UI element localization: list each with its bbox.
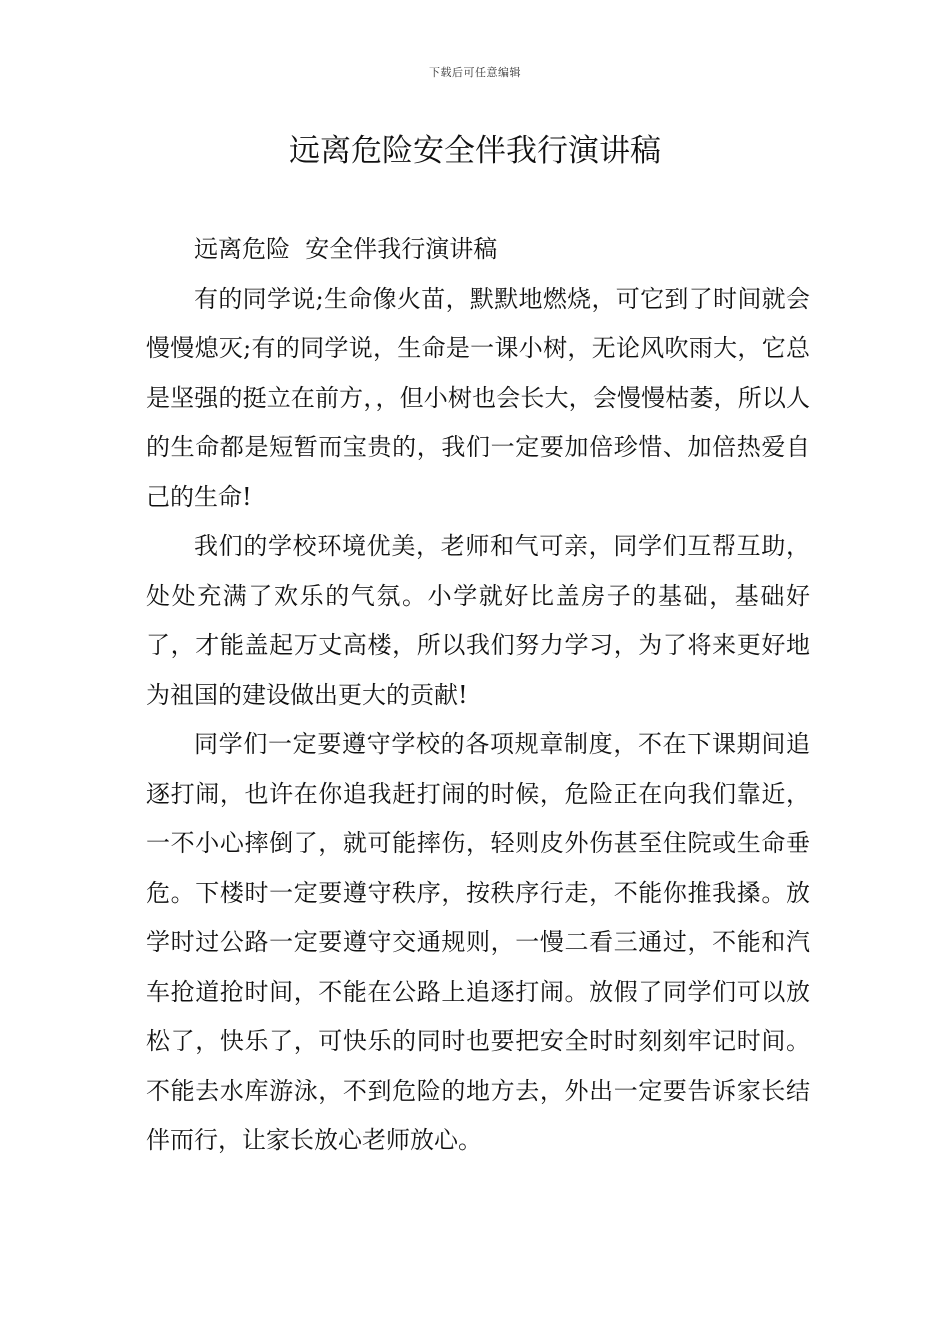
paragraph-2: 我们的学校环境优美，老师和气可亲，同学们互帮互助，处处充满了欢乐的气氛。小学就好比盖房子的基础，基础好了，才能盖起万丈高楼，所以我们努力学习，为了将来更好地为祖国的建设做出更大的贡献! [146,532,810,709]
paragraph-1: 有的同学说;生命像火苗，默默地燃烧，可它到了时间就会慢慢熄灭;有的同学说，生命是一课小树，无论风吹雨大，它总是坚强的挺立在前方，，但小树也会长大，会慢慢枯萎，所以人的生命都是短暂而宝贵的，我们一定要加倍珍惜、加倍热爱自己的生命! [146,284,810,511]
header-note: 下载后可任意编辑 [429,66,521,79]
document-title: 远离危险安全伴我行演讲稿 [289,133,661,169]
paragraph-3: 同学们一定要遵守学校的各项规章制度，不在下课期间追逐打闹，也许在你追我赶打闹的时候，危险正在向我们靠近，一不小心摔倒了，就可能摔伤，轻则皮外伤甚至住院或生命垂危。下楼时一定要遵守秩序，按秩序行走，不能你推我搡。放学时过公路一定要遵守交通规则，一慢二看三通过，不能和汽车抢道抢时间，不能在公路上追逐打闹。放假了同学们可以放松了，快乐了，可快乐的同时也要把安全时时刻刻牢记时间。不能去水库游泳，不到危险的地方去，外出一定要告诉家长结伴而行，让家长放心老师放心。 [146,730,810,1154]
document-subtitle: 远离危险 安全伴我行演讲稿 [194,235,498,263]
document-body [146,225,810,1166]
